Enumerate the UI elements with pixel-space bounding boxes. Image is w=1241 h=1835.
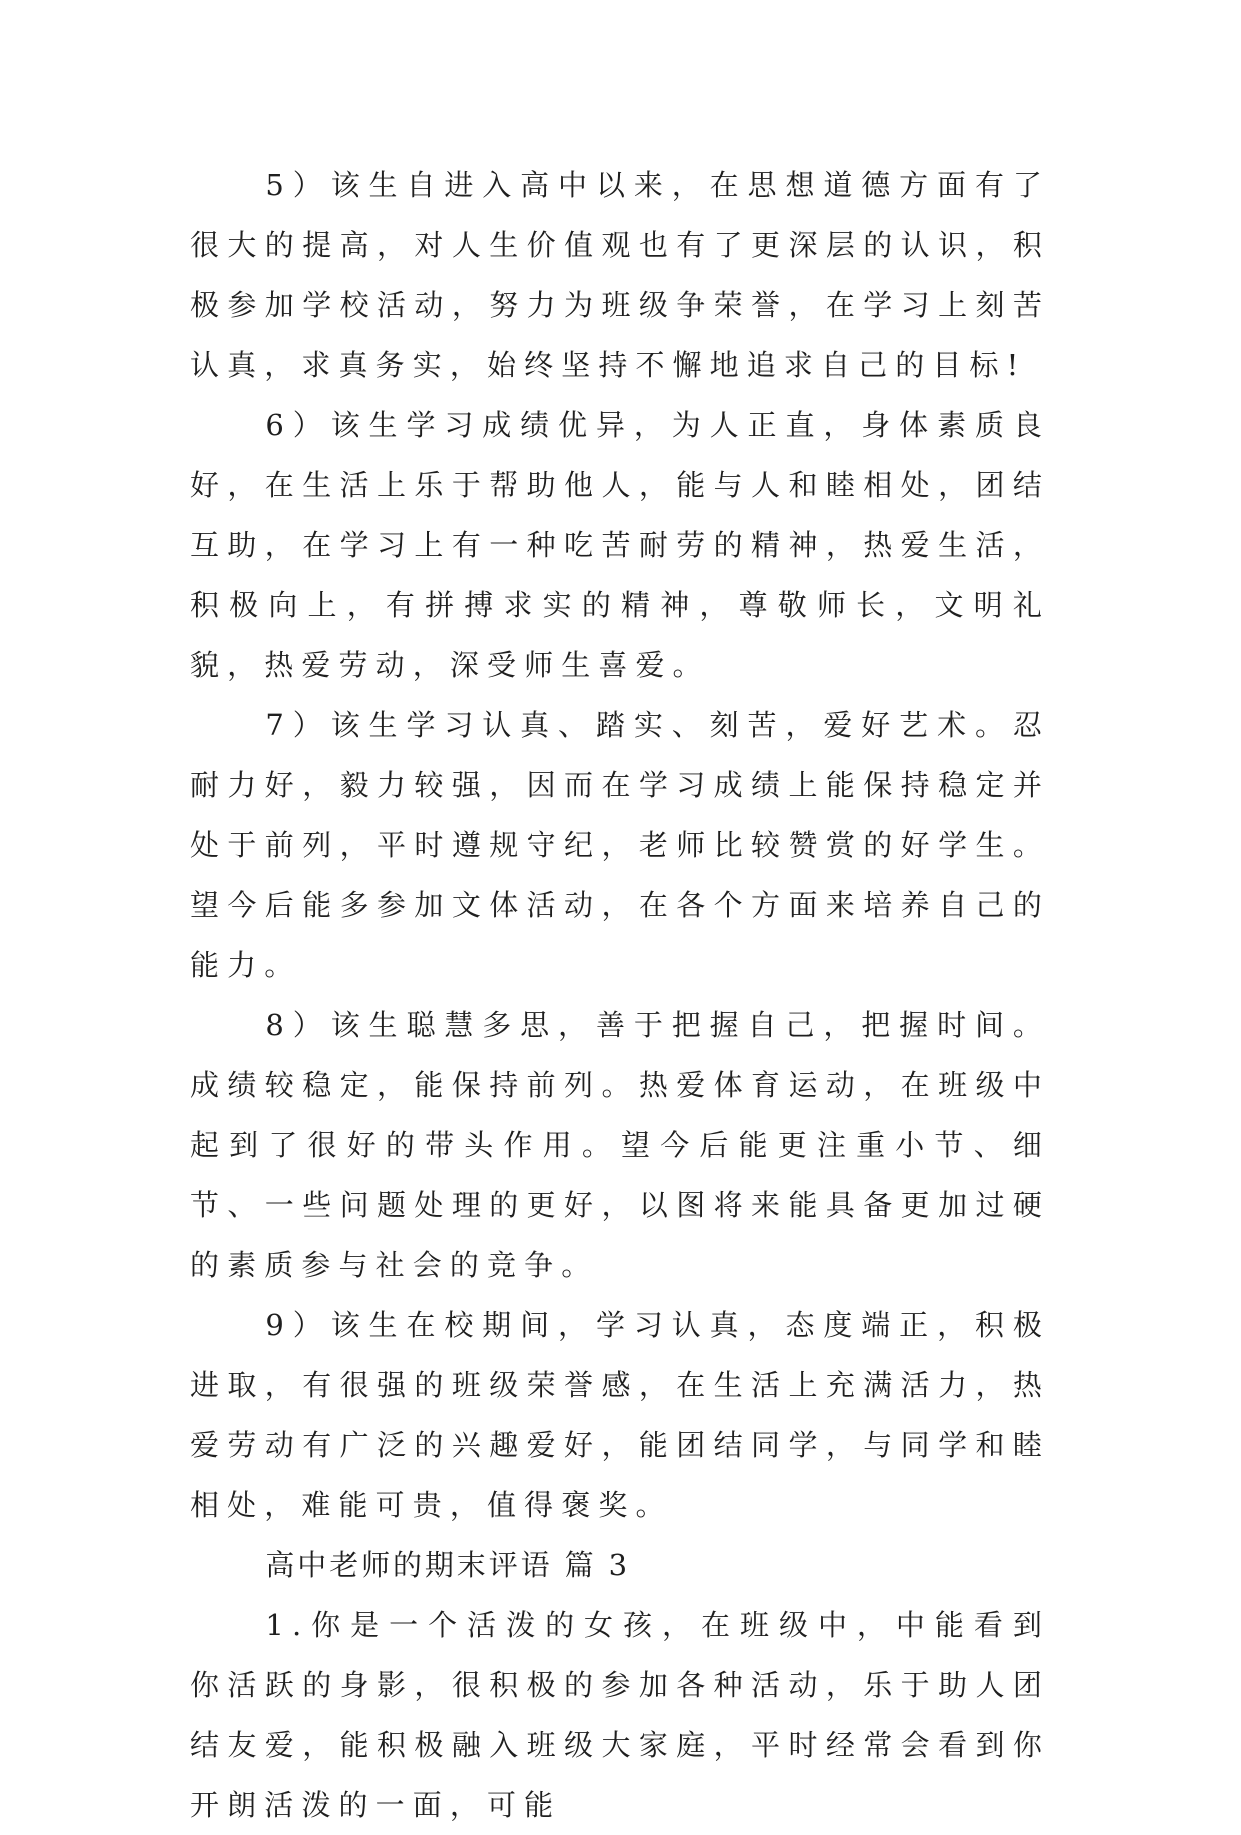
paragraph-section-item-1: 1.你是一个活泼的女孩，在班级中，中能看到你活跃的身影，很积极的参加各种活动，乐于助人团结友爱，能积极融入班级大家庭，平时经常会看到你开朗活泼的一面，可能 (190, 1608, 1050, 1822)
paragraph-comment-5: 5）该生自进入高中以来，在思想道德方面有了很大的提高，对人生价值观也有了更深层的认识，积极参加学校活动，努力为班级争荣誉，在学习上刻苦认真，求真务实，始终坚持不懈地追求自己的目标! (190, 168, 1050, 382)
document-body (190, 155, 1050, 1835)
paragraph-comment-8: 8）该生聪慧多思，善于把握自己，把握时间。成绩较稳定，能保持前列。热爱体育运动，在班级中起到了很好的带头作用。望今后能更注重小节、细节、一些问题处理的更好，以图将来能具备更加过硬的素质参与社会的竞争。 (190, 1008, 1050, 1282)
section-heading: 高中老师的期末评语 篇 3 (265, 1548, 630, 1582)
paragraph-comment-6: 6）该生学习成绩优异，为人正直，身体素质良好，在生活上乐于帮助他人，能与人和睦相处，团结互助，在学习上有一种吃苦耐劳的精神，热爱生活，积极向上，有拼搏求实的精神，尊敬师长，文明礼貌，热爱劳动，深受师生喜爱。 (190, 408, 1050, 682)
paragraph-comment-7: 7）该生学习认真、踏实、刻苦，爱好艺术。忍耐力好，毅力较强，因而在学习成绩上能保持稳定并处于前列，平时遵规守纪，老师比较赞赏的好学生。望今后能多参加文体活动，在各个方面来培养自己的能力。 (190, 708, 1050, 982)
paragraph-comment-9: 9）该生在校期间，学习认真，态度端正，积极进取，有很强的班级荣誉感，在生活上充满活力，热爱劳动有广泛的兴趣爱好，能团结同学，与同学和睦相处，难能可贵，值得褒奖。 (190, 1308, 1050, 1522)
